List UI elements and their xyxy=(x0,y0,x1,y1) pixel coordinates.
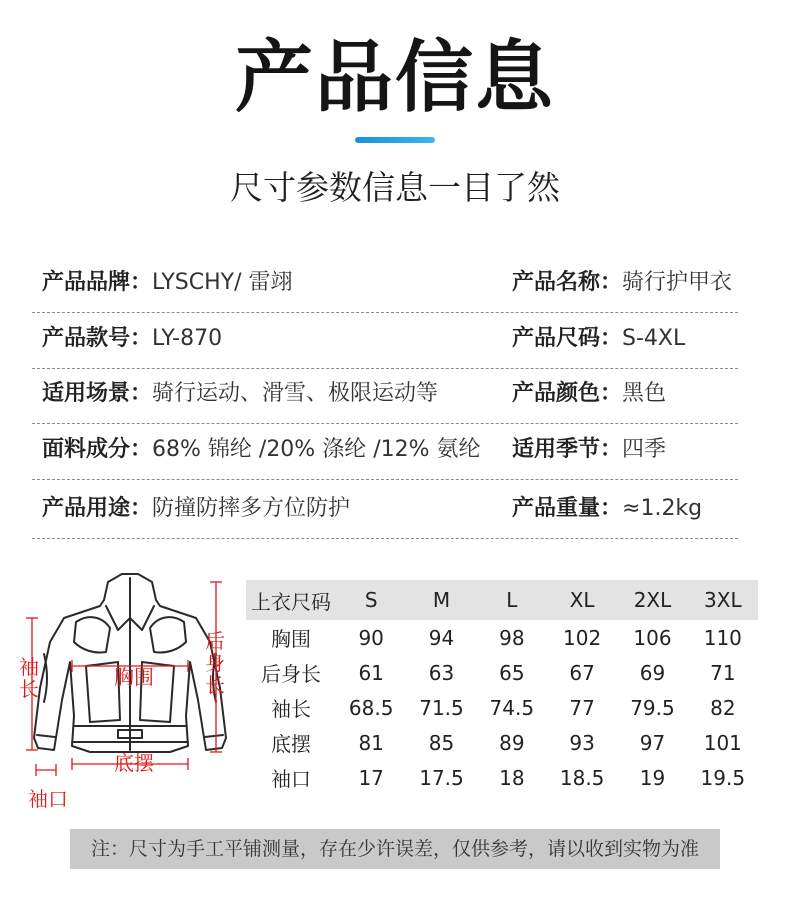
info-label: 产品款号： xyxy=(42,326,153,351)
info-row xyxy=(32,255,738,313)
column-header: S xyxy=(336,580,406,620)
title-accent-bar xyxy=(355,137,435,143)
row-label: 后身长 xyxy=(261,662,321,686)
info-label: 产品重量： xyxy=(512,496,623,521)
table-cell: 17 xyxy=(358,765,384,790)
table-row xyxy=(246,760,758,795)
info-weight xyxy=(512,481,702,537)
page-title: 产品信息 xyxy=(234,33,555,123)
table-cell: 74.5 xyxy=(489,695,535,720)
row-label: 袖长 xyxy=(271,697,311,721)
table-cell: 67 xyxy=(569,660,595,685)
table-cell: 102 xyxy=(563,625,602,650)
info-row xyxy=(32,422,738,480)
table-row xyxy=(246,690,758,725)
jacket-measurement-diagram xyxy=(10,570,240,815)
column-header: 3XL xyxy=(688,580,758,620)
table-cell: 17.5 xyxy=(419,765,464,790)
table-cell: 98 xyxy=(499,625,525,650)
table-header-row xyxy=(246,580,758,620)
info-value: 四季 xyxy=(622,437,667,462)
info-row xyxy=(32,366,738,424)
info-value: ≈1.2kg xyxy=(622,496,703,521)
table-cell: 19.5 xyxy=(700,765,746,790)
info-value: LYSCHY/ 雷翊 xyxy=(152,270,293,295)
table-cell: 65 xyxy=(499,660,525,685)
info-scenario xyxy=(42,366,438,422)
table-cell: 81 xyxy=(358,730,384,755)
table-row xyxy=(246,655,758,690)
row-label: 袖口 xyxy=(271,767,311,791)
info-color xyxy=(512,366,666,422)
table-cell: 85 xyxy=(428,730,455,755)
table-cell: 61 xyxy=(358,660,384,685)
column-header: 2XL xyxy=(617,580,687,620)
info-value: 黑色 xyxy=(622,381,667,406)
info-label: 产品用途： xyxy=(42,496,153,521)
table-row xyxy=(246,620,758,655)
column-header: L xyxy=(477,580,547,620)
info-model xyxy=(42,311,222,367)
table-cell: 110 xyxy=(703,625,742,650)
row-label: 底摆 xyxy=(271,732,311,756)
table-cell: 71.5 xyxy=(419,695,464,720)
table-cell: 101 xyxy=(703,730,742,755)
table-row xyxy=(246,725,758,760)
table-cell: 89 xyxy=(499,730,525,755)
label-cuff: 袖口 xyxy=(28,787,68,811)
table-cell: 77 xyxy=(569,695,595,720)
table-cell: 63 xyxy=(428,660,455,685)
info-label: 适用场景： xyxy=(42,381,153,406)
measurement-note: 注：尺寸为手工平铺测量，存在少许误差，仅供参考，请以收到实物为准 xyxy=(70,829,720,869)
info-row xyxy=(32,311,738,369)
label-back-length: 后身长 xyxy=(205,629,225,697)
table-cell: 68.5 xyxy=(348,695,394,720)
info-value: 68% 锦纶 /20% 涤纶 /12% 氨纶 xyxy=(152,437,481,462)
info-label: 产品品牌： xyxy=(42,270,153,295)
info-label: 适用季节： xyxy=(512,437,623,462)
table-cell: 94 xyxy=(428,625,455,650)
info-label: 产品名称： xyxy=(512,270,623,295)
label-hem: 底摆 xyxy=(114,751,154,775)
info-label: 面料成分： xyxy=(42,437,153,462)
table-cell: 19 xyxy=(639,765,666,790)
table-cell: 106 xyxy=(633,625,672,650)
info-value: 骑行运动、滑雪、极限运动等 xyxy=(152,381,439,406)
column-header: XL xyxy=(547,580,617,620)
label-chest: 胸围 xyxy=(114,665,154,689)
size-table xyxy=(246,580,758,795)
table-cell: 18.5 xyxy=(559,765,605,790)
table-cell: 97 xyxy=(639,730,666,755)
table-cell: 79.5 xyxy=(630,695,675,720)
table-cell: 69 xyxy=(639,660,666,685)
info-season xyxy=(512,422,666,478)
column-header: 上衣尺码 xyxy=(246,580,336,620)
row-label: 胸围 xyxy=(271,627,311,651)
info-size xyxy=(512,311,685,367)
info-label: 产品尺码： xyxy=(512,326,623,351)
info-value: S-4XL xyxy=(622,326,686,351)
info-value: 骑行护甲衣 xyxy=(622,270,733,295)
table-cell: 90 xyxy=(358,625,384,650)
table-cell: 82 xyxy=(710,695,736,720)
table-cell: 93 xyxy=(569,730,595,755)
info-value: 防撞防摔多方位防护 xyxy=(152,496,351,521)
info-value: LY-870 xyxy=(152,326,223,351)
table-cell: 18 xyxy=(499,765,525,790)
info-product-name xyxy=(512,255,732,311)
column-header: M xyxy=(406,580,476,620)
info-fabric xyxy=(42,422,481,478)
table-cell: 71 xyxy=(710,660,736,685)
info-label: 产品颜色： xyxy=(512,381,623,406)
info-row xyxy=(32,481,738,539)
info-brand xyxy=(42,255,293,311)
label-sleeve-length: 袖长 xyxy=(19,655,39,701)
page-subtitle: 尺寸参数信息一目了然 xyxy=(230,168,560,207)
info-usage xyxy=(42,481,350,537)
